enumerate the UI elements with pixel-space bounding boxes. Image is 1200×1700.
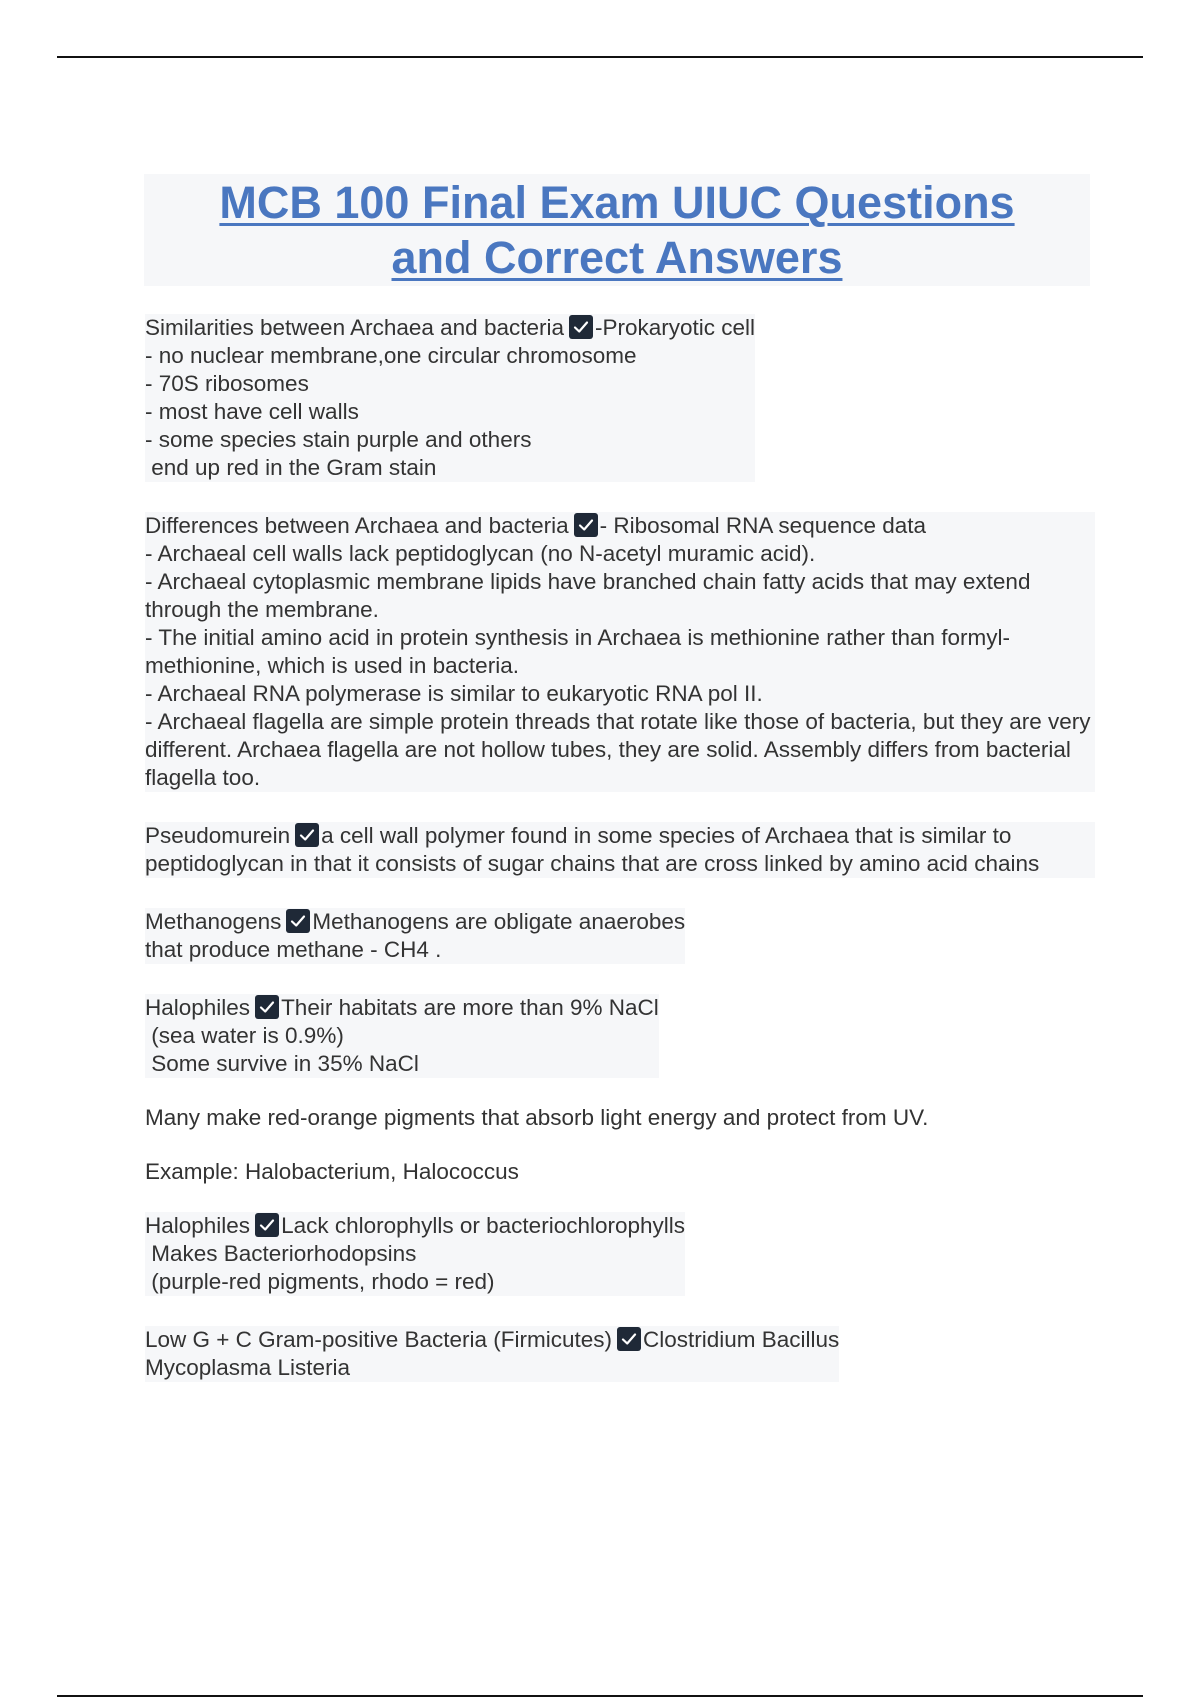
document-body [145, 314, 1095, 1412]
qa-answer-line: Makes Bacteriorhodopsins [145, 1241, 417, 1266]
qa-answer: Lack chlorophylls or bacteriochlorophylls [281, 1213, 686, 1238]
qa-answer-line: Some survive in 35% NaCl [145, 1051, 419, 1076]
checkmark-icon [255, 995, 279, 1019]
checkmark-icon [617, 1327, 641, 1351]
qa-term: Halophiles [145, 1213, 251, 1238]
qa-answer-line: Mycoplasma Listeria [145, 1355, 351, 1380]
qa-card [145, 908, 1095, 964]
qa-answer-line: - no nuclear membrane,one circular chromosome [145, 343, 637, 368]
paragraph: Example: Halobacterium, Halococcus [145, 1159, 519, 1184]
qa-answer-line: end up red in the Gram stain [145, 455, 437, 480]
qa-card [145, 1326, 1095, 1382]
footer-rule [57, 1695, 1143, 1697]
qa-answer: - Ribosomal RNA sequence data [599, 513, 927, 538]
qa-answer-line: (sea water is 0.9%) [145, 1023, 344, 1048]
qa-term: Methanogens [145, 909, 282, 934]
checkmark-icon [295, 823, 319, 847]
qa-card-block [145, 512, 1095, 792]
qa-card-block [145, 994, 659, 1078]
title-line-2: and Correct Answers [391, 232, 843, 283]
qa-answer-line: (purple-red pigments, rhodo = red) [145, 1269, 495, 1294]
qa-term: Similarities between Archaea and bacteria [145, 315, 564, 340]
qa-answer-line: that produce methane - CH4 . [145, 937, 442, 962]
checkmark-icon [569, 315, 593, 339]
qa-answer: Clostridium Bacillus [643, 1327, 840, 1352]
qa-answer: Methanogens are obligate anaerobes [312, 909, 686, 934]
qa-card [145, 512, 1095, 792]
qa-card [145, 314, 1095, 482]
qa-answer-line: - Archaeal cell walls lack peptidoglycan (no N-acetyl muramic acid). [145, 541, 816, 566]
qa-card-block [145, 1212, 685, 1296]
qa-answer-line: - Archaeal RNA polymerase is similar to eukaryotic RNA pol II. [145, 681, 763, 706]
qa-card-block [145, 822, 1095, 878]
qa-answer: Their habitats are more than 9% NaCl [281, 995, 659, 1020]
qa-answer-line: - some species stain purple and others [145, 427, 532, 452]
checkmark-icon [255, 1213, 279, 1237]
qa-answer-line: - 70S ribosomes [145, 371, 309, 396]
qa-card-block [145, 1326, 839, 1382]
title-line-1: MCB 100 Final Exam UIUC Questions [219, 177, 1015, 228]
checkmark-icon [574, 513, 598, 537]
qa-card [145, 822, 1095, 878]
qa-answer-line: - Archaeal cytoplasmic membrane lipids have branched chain fatty acids that may extend through the membrane. [145, 569, 1031, 622]
title-box [144, 174, 1090, 286]
qa-card-block [145, 314, 755, 482]
checkmark-icon [286, 909, 310, 933]
qa-term: Differences between Archaea and bacteria [145, 513, 569, 538]
header-rule [57, 56, 1143, 58]
document-title [219, 175, 1014, 285]
qa-answer-line: - The initial amino acid in protein synthesis in Archaea is methionine rather than formyl-methionine, which is used in bacteria. [145, 625, 1011, 678]
qa-card-block [145, 908, 685, 964]
qa-answer-line: - Archaeal flagella are simple protein threads that rotate like those of bacteria, but they are very different. Archaea flagella are not hollow tubes, they are solid. Assembly differs from bacterial flagella too. [145, 709, 1091, 790]
qa-answer: -Prokaryotic cell [595, 315, 756, 340]
qa-term: Halophiles [145, 995, 251, 1020]
qa-answer: a cell wall polymer found in some species of Archaea that is similar to peptidoglycan in that it consists of sugar chains that are cross linked by amino acid chains [145, 823, 1040, 876]
qa-term: Low G + C Gram-positive Bacteria (Firmicutes) [145, 1327, 612, 1352]
qa-card [145, 1212, 1095, 1296]
qa-term: Pseudomurein [145, 823, 291, 848]
qa-answer-line: - most have cell walls [145, 399, 359, 424]
paragraph: Many make red-orange pigments that absorb light energy and protect from UV. [145, 1105, 929, 1130]
qa-card [145, 994, 1095, 1078]
